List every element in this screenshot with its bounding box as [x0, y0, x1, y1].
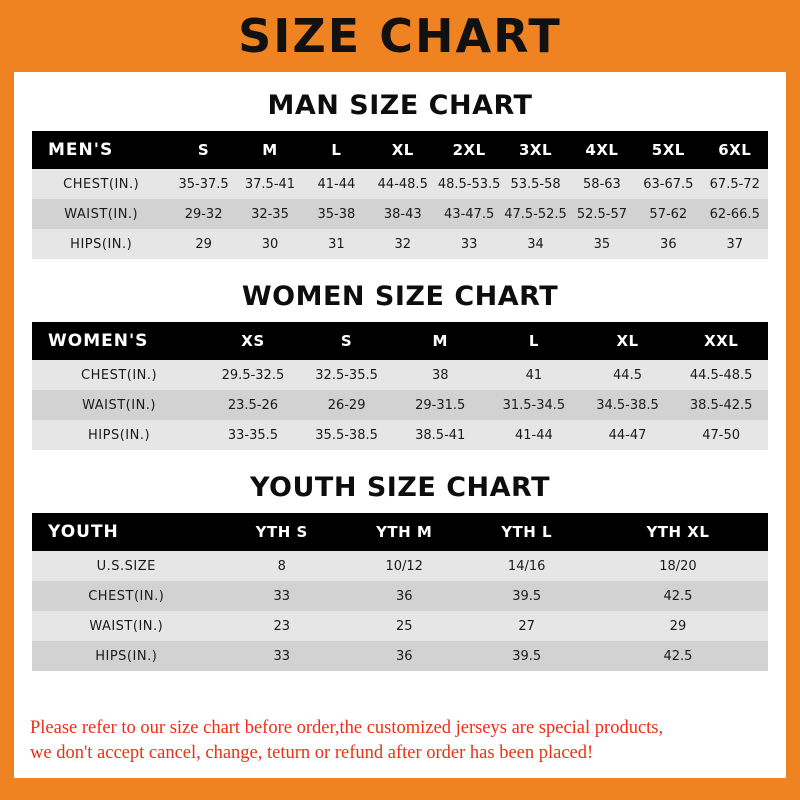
men-hips-5xl: 36 — [635, 229, 701, 259]
women-hips-label: HIPS(IN.) — [32, 420, 206, 450]
men-chest-3xl: 53.5-58 — [502, 169, 568, 199]
women-chest-xl: 44.5 — [581, 360, 675, 390]
youth-ussize-l: 14/16 — [465, 551, 587, 581]
men-chart-header — [32, 131, 768, 169]
table-row — [32, 641, 768, 671]
footer-note-line-1: Please refer to our size chart before order,the customized jerseys are special products, — [30, 718, 664, 739]
youth-waist-xl: 29 — [588, 611, 768, 641]
men-waist-l: 35-38 — [303, 199, 369, 229]
men-size-chart — [32, 131, 768, 259]
charts-container — [14, 72, 786, 706]
men-waist-2xl: 43-47.5 — [436, 199, 502, 229]
men-waist-label: WAIST(IN.) — [32, 199, 170, 229]
women-chest-l: 41 — [487, 360, 581, 390]
women-chest-label: CHEST(IN.) — [32, 360, 206, 390]
women-chest-s: 32.5-35.5 — [300, 360, 394, 390]
women-chart-body — [32, 360, 768, 450]
women-header-xs: XS — [206, 322, 300, 360]
youth-waist-s: 23 — [221, 611, 343, 641]
youth-hips-s: 33 — [221, 641, 343, 671]
youth-header-m: YTH M — [343, 513, 465, 551]
women-waist-m: 29-31.5 — [393, 390, 487, 420]
women-header-label: WOMEN'S — [32, 322, 206, 360]
youth-chest-s: 33 — [221, 581, 343, 611]
women-hips-s: 35.5-38.5 — [300, 420, 394, 450]
men-waist-5xl: 57-62 — [635, 199, 701, 229]
women-hips-xl: 44-47 — [581, 420, 675, 450]
women-section-heading: WOMEN SIZE CHART — [241, 281, 559, 312]
youth-waist-label: WAIST(IN.) — [32, 611, 221, 641]
table-header-row — [32, 513, 768, 551]
youth-waist-l: 27 — [465, 611, 587, 641]
men-waist-3xl: 47.5-52.5 — [502, 199, 568, 229]
youth-ussize-m: 10/12 — [343, 551, 465, 581]
men-waist-m: 32-35 — [237, 199, 303, 229]
women-header-l: L — [487, 322, 581, 360]
table-header-row — [32, 131, 768, 169]
men-header-label: MEN'S — [32, 131, 170, 169]
women-chest-xs: 29.5-32.5 — [206, 360, 300, 390]
table-row — [32, 551, 768, 581]
table-row — [32, 169, 768, 199]
men-hips-6xl: 37 — [702, 229, 768, 259]
youth-size-chart — [32, 513, 768, 671]
men-section-heading: MAN SIZE CHART — [267, 90, 533, 121]
women-waist-xl: 34.5-38.5 — [581, 390, 675, 420]
youth-header-l: YTH L — [465, 513, 587, 551]
men-header-xl: XL — [370, 131, 436, 169]
men-hips-s: 29 — [170, 229, 236, 259]
men-waist-s: 29-32 — [170, 199, 236, 229]
footer-note — [14, 706, 786, 778]
men-chest-m: 37.5-41 — [237, 169, 303, 199]
women-hips-xxl: 47-50 — [674, 420, 768, 450]
women-chest-m: 38 — [393, 360, 487, 390]
women-chart-header — [32, 322, 768, 360]
men-header-m: M — [237, 131, 303, 169]
men-chest-xl: 44-48.5 — [370, 169, 436, 199]
bottom-bar — [14, 778, 786, 800]
youth-chest-m: 36 — [343, 581, 465, 611]
men-waist-4xl: 52.5-57 — [569, 199, 635, 229]
youth-header-s: YTH S — [221, 513, 343, 551]
men-hips-xl: 32 — [370, 229, 436, 259]
women-size-chart — [32, 322, 768, 450]
men-hips-label: HIPS(IN.) — [32, 229, 170, 259]
table-row — [32, 199, 768, 229]
youth-hips-xl: 42.5 — [588, 641, 768, 671]
men-hips-3xl: 34 — [502, 229, 568, 259]
women-chest-xxl: 44.5-48.5 — [674, 360, 768, 390]
women-waist-xs: 23.5-26 — [206, 390, 300, 420]
men-header-4xl: 4XL — [569, 131, 635, 169]
women-hips-xs: 33-35.5 — [206, 420, 300, 450]
youth-chart-body — [32, 551, 768, 671]
youth-ussize-xl: 18/20 — [588, 551, 768, 581]
men-header-3xl: 3XL — [502, 131, 568, 169]
women-waist-xxl: 38.5-42.5 — [674, 390, 768, 420]
table-row — [32, 611, 768, 641]
youth-chest-l: 39.5 — [465, 581, 587, 611]
women-header-m: M — [393, 322, 487, 360]
table-row — [32, 390, 768, 420]
women-header-xl: XL — [581, 322, 675, 360]
youth-header-label: YOUTH — [32, 513, 221, 551]
men-hips-4xl: 35 — [569, 229, 635, 259]
men-header-s: S — [170, 131, 236, 169]
men-waist-6xl: 62-66.5 — [702, 199, 768, 229]
men-chest-label: CHEST(IN.) — [32, 169, 170, 199]
table-header-row — [32, 322, 768, 360]
women-waist-l: 31.5-34.5 — [487, 390, 581, 420]
youth-waist-m: 25 — [343, 611, 465, 641]
youth-chest-label: CHEST(IN.) — [32, 581, 221, 611]
men-waist-xl: 38-43 — [370, 199, 436, 229]
youth-header-xl: YTH XL — [588, 513, 768, 551]
men-chest-4xl: 58-63 — [569, 169, 635, 199]
footer-note-line-2: we don't accept cancel, change, teturn or refund after order has been placed! — [30, 743, 594, 764]
youth-section-heading: YOUTH SIZE CHART — [249, 472, 551, 503]
women-hips-m: 38.5-41 — [393, 420, 487, 450]
table-row — [32, 229, 768, 259]
men-chest-5xl: 63-67.5 — [635, 169, 701, 199]
men-chest-s: 35-37.5 — [170, 169, 236, 199]
men-header-5xl: 5XL — [635, 131, 701, 169]
men-hips-m: 30 — [237, 229, 303, 259]
table-row — [32, 360, 768, 390]
table-row — [32, 420, 768, 450]
men-header-l: L — [303, 131, 369, 169]
banner — [14, 0, 786, 72]
women-header-s: S — [300, 322, 394, 360]
youth-ussize-label: U.S.SIZE — [32, 551, 221, 581]
women-waist-s: 26-29 — [300, 390, 394, 420]
youth-chart-header — [32, 513, 768, 551]
men-header-6xl: 6XL — [702, 131, 768, 169]
men-chest-2xl: 48.5-53.5 — [436, 169, 502, 199]
youth-hips-l: 39.5 — [465, 641, 587, 671]
men-chest-l: 41-44 — [303, 169, 369, 199]
women-header-xxl: XXL — [674, 322, 768, 360]
men-hips-l: 31 — [303, 229, 369, 259]
men-chart-body — [32, 169, 768, 259]
youth-ussize-s: 8 — [221, 551, 343, 581]
table-row — [32, 581, 768, 611]
women-waist-label: WAIST(IN.) — [32, 390, 206, 420]
page-title: SIZE CHART — [238, 9, 562, 63]
men-hips-2xl: 33 — [436, 229, 502, 259]
youth-chest-xl: 42.5 — [588, 581, 768, 611]
men-header-2xl: 2XL — [436, 131, 502, 169]
youth-hips-m: 36 — [343, 641, 465, 671]
women-hips-l: 41-44 — [487, 420, 581, 450]
youth-hips-label: HIPS(IN.) — [32, 641, 221, 671]
men-chest-6xl: 67.5-72 — [702, 169, 768, 199]
